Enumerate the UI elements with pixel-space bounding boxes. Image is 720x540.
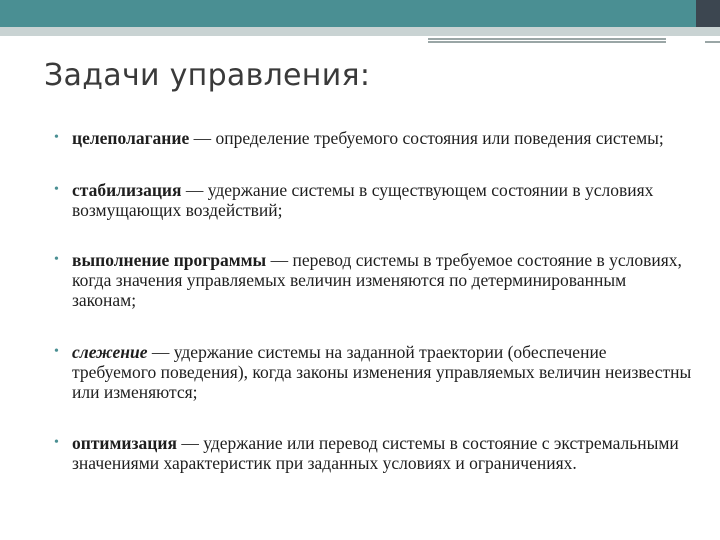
bullet-text: — удержание системы на заданной траектории (обеспечение требуемого поведения), когда законы изменения управляемых величин неизвестны или изменяются; bbox=[72, 342, 692, 402]
header-strip bbox=[0, 27, 720, 36]
bullet-item-optimization bbox=[54, 433, 694, 473]
bullet-text: — определение требуемого состояния или поведения системы; bbox=[189, 128, 664, 148]
decorative-line bbox=[428, 38, 666, 40]
bullet-list bbox=[54, 128, 694, 473]
bullet-term: слежение bbox=[72, 342, 148, 362]
decorative-line bbox=[705, 41, 720, 43]
decorative-line bbox=[428, 41, 666, 43]
bullet-item-tracking bbox=[54, 342, 694, 402]
bullet-term: выполнение программы bbox=[72, 250, 267, 270]
bullet-dot-icon: • bbox=[54, 130, 59, 145]
bullet-term: стабилизация bbox=[72, 180, 182, 200]
bullet-text: — удержание или перевод системы в состояние с экстремальными значениями характеристик при заданных условиях и ограничениях. bbox=[72, 433, 679, 473]
bullet-dot-icon: • bbox=[54, 344, 59, 359]
bullet-term: целеполагание bbox=[72, 128, 190, 148]
bullet-dot-icon: • bbox=[54, 435, 59, 450]
bullet-item-program-execution bbox=[54, 250, 694, 310]
bullet-dot-icon: • bbox=[54, 252, 59, 267]
header-corner-block bbox=[696, 0, 720, 27]
bullet-text: — удержание системы в существующем состоянии в условиях возмущающих воздействий; bbox=[72, 180, 654, 220]
bullet-item-goal-setting bbox=[54, 128, 694, 148]
header-accent-bar bbox=[0, 0, 696, 27]
slide-title: Задачи управления: bbox=[44, 58, 371, 93]
bullet-term: оптимизация bbox=[72, 433, 177, 453]
bullet-text: — перевод системы в требуемое состояние в условиях, когда значения управляемых величин изменяются по детерминированным законам; bbox=[72, 250, 682, 310]
bullet-item-stabilization bbox=[54, 180, 694, 220]
bullet-dot-icon: • bbox=[54, 182, 59, 197]
